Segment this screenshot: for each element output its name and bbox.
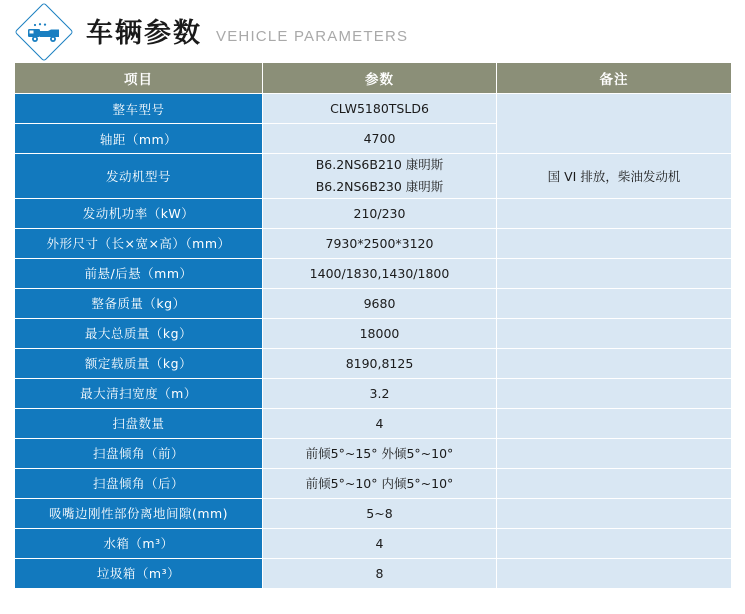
param-line-2: B6.2NS6B230 康明斯 [315, 178, 444, 194]
table-row [15, 468, 732, 498]
row-item-label: 发动机功率（kW） [15, 198, 263, 228]
row-param-value: 4 [263, 408, 497, 438]
parameters-table [14, 62, 732, 589]
row-remark-value: 国 VI 排放，柴油发动机 [497, 154, 732, 199]
row-item-label: 水箱（m³） [15, 528, 263, 558]
table-header-row [15, 63, 732, 94]
row-item-label: 发动机型号 [15, 154, 263, 199]
row-item-label: 吸嘴边刚性部份离地间隙(mm) [15, 498, 263, 528]
table-body [15, 94, 732, 589]
page-title-en: VEHICLE PARAMETERS [216, 27, 409, 45]
row-remark-value [497, 258, 732, 288]
row-param-value: 7930*2500*3120 [263, 228, 497, 258]
row-item-label: 外形尺寸（长×宽×高）（mm） [15, 228, 263, 258]
table-head [15, 63, 732, 94]
row-remark-value [497, 94, 732, 154]
row-param-value: CLW5180TSLD6 [263, 94, 497, 124]
table-row [15, 408, 732, 438]
row-param-value [263, 154, 497, 199]
parameters-table-wrap [0, 62, 745, 589]
table-row [15, 228, 732, 258]
row-item-label: 轴距（mm） [15, 124, 263, 154]
row-item-label: 额定载质量（kg） [15, 348, 263, 378]
table-row [15, 498, 732, 528]
row-remark-value [497, 558, 732, 588]
row-item-label: 最大总质量（kg） [15, 318, 263, 348]
row-remark-value [497, 288, 732, 318]
table-row [15, 558, 732, 588]
row-param-value: 5~8 [263, 498, 497, 528]
row-remark-value [497, 498, 732, 528]
table-row [15, 438, 732, 468]
row-param-value: 1400/1830,1430/1800 [263, 258, 497, 288]
column-header-param: 参数 [263, 63, 497, 94]
row-item-label: 扫盘倾角（前） [15, 438, 263, 468]
table-row [15, 94, 732, 124]
truck-icon [25, 21, 63, 45]
table-row [15, 528, 732, 558]
row-remark-value [497, 228, 732, 258]
column-header-item: 项目 [15, 63, 263, 94]
row-param-value: 8 [263, 558, 497, 588]
table-row [15, 154, 732, 199]
row-item-label: 最大清扫宽度（m） [15, 378, 263, 408]
row-item-label: 垃圾箱（m³） [15, 558, 263, 588]
row-item-label: 扫盘数量 [15, 408, 263, 438]
page-title-cn: 车辆参数 [86, 17, 202, 49]
row-remark-value [497, 408, 732, 438]
row-param-value: 4 [263, 528, 497, 558]
row-remark-value [497, 378, 732, 408]
row-param-value: 8190,8125 [263, 348, 497, 378]
table-row [15, 198, 732, 228]
row-remark-value [497, 438, 732, 468]
param-line-1: B6.2NS6B210 康明斯 [315, 157, 444, 172]
row-param-value: 3.2 [263, 378, 497, 408]
row-remark-value [497, 528, 732, 558]
row-item-label: 前悬/后悬（mm） [15, 258, 263, 288]
table-row [15, 378, 732, 408]
row-remark-value [497, 468, 732, 498]
row-remark-value [497, 198, 732, 228]
table-row [15, 258, 732, 288]
row-param-value: 4700 [263, 124, 497, 154]
column-header-remark: 备注 [497, 63, 732, 94]
table-row [15, 318, 732, 348]
page-header [0, 0, 745, 62]
table-row [15, 288, 732, 318]
row-remark-value [497, 318, 732, 348]
row-param-value: 前倾5°~15° 外倾5°~10° [263, 438, 497, 468]
table-row [15, 348, 732, 378]
row-item-label: 整车型号 [15, 94, 263, 124]
row-remark-value [497, 348, 732, 378]
row-param-value: 210/230 [263, 198, 497, 228]
row-item-label: 整备质量（kg） [15, 288, 263, 318]
row-param-value: 前倾5°~10° 内倾5°~10° [263, 468, 497, 498]
row-param-value: 18000 [263, 318, 497, 348]
row-item-label: 扫盘倾角（后） [15, 468, 263, 498]
truck-logo-badge [14, 8, 72, 58]
row-param-value: 9680 [263, 288, 497, 318]
